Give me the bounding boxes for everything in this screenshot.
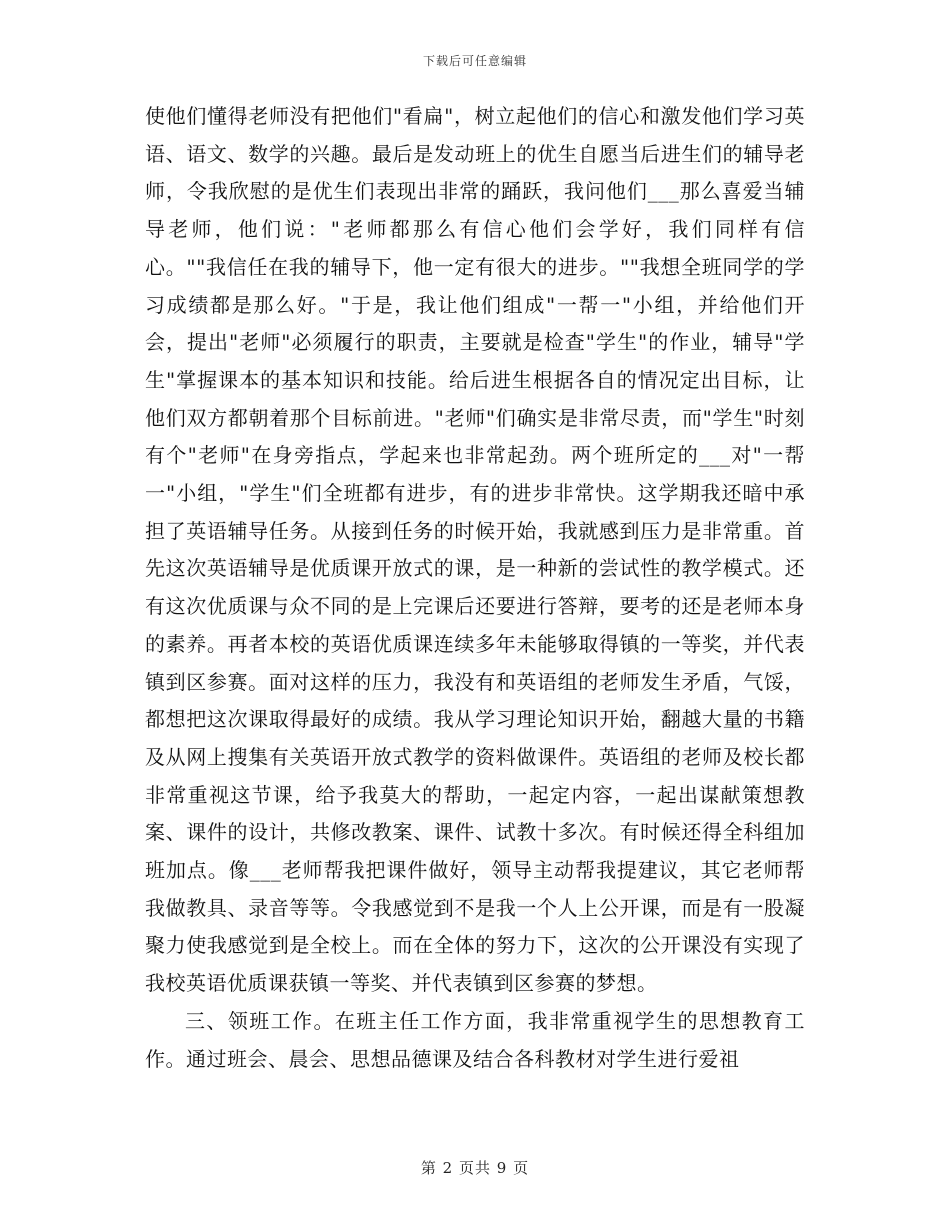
page-number-footer: 第 2 页共 9 页	[420, 1159, 530, 1177]
document-body	[145, 98, 805, 1078]
paragraph-1: 使他们懂得老师没有把他们"看扁"，树立起他们的信心和激发他们学习英语、语文、数学的兴趣。最后是发动班上的优生自愿当后进生们的辅导老师，令我欣慰的是优生们表现出非常的踊跃，我问他们___那么喜爱当辅导老师，他们说："老师都那么有信心他们会学好，我们同样有信心。""我信任在我的辅导下，他一定有很大的进步。""我想全班同学的学习成绩都是那么好。"于是，我让他们组成"一帮一"小组，并给他们开会，提出"老师"必须履行的职责，主要就是检查"学生"的作业，辅导"学生"掌握课本的基本知识和技能。给后进生根据各自的情况定出目标，让他们双方都朝着那个目标前进。"老师"们确实是非常尽责，而"学生"时刻有个"老师"在身旁指点，学起来也非常起劲。两个班所定的___对"一帮一"小组，"学生"们全班都有进步，有的进步非常快。这学期我还暗中承担了英语辅导任务。从接到任务的时候开始，我就感到压力是非常重。首先这次英语辅导是优质课开放式的课，是一种新的尝试性的教学模式。还有这次优质课与众不同的是上完课后还要进行答辩，要考的还是老师本身的素养。再者本校的英语优质课连续多年未能够取得镇的一等奖，并代表镇到区参赛。面对这样的压力，我没有和英语组的老师发生矛盾，气馁，都想把这次课取得最好的成绩。我从学习理论知识开始，翻越大量的书籍及从网上搜集有关英语开放式教学的资料做课件。英语组的老师及校长都非常重视这节课，给予我莫大的帮助，一起定内容，一起出谋献策想教案、课件的设计，共修改教案、课件、试教十多次。有时候还得全科组加班加点。像___老师帮我把课件做好，领导主动帮我提建议，其它老师帮我做教具、录音等等。令我感觉到不是我一个人上公开课，而是有一股凝聚力使我感觉到是全校上。而在全体的努力下，这次的公开课没有实现了我校英语优质课获镇一等奖、并代表镇到区参赛的梦想。	[145, 104, 805, 996]
paragraph-2: 三、领班工作。在班主任工作方面，我非常重视学生的思想教育工作。通过班会、晨会、思想品德课及结合各科教材对学生进行爱祖	[145, 1008, 805, 1071]
page-header: 下载后可任意编辑	[422, 54, 527, 68]
